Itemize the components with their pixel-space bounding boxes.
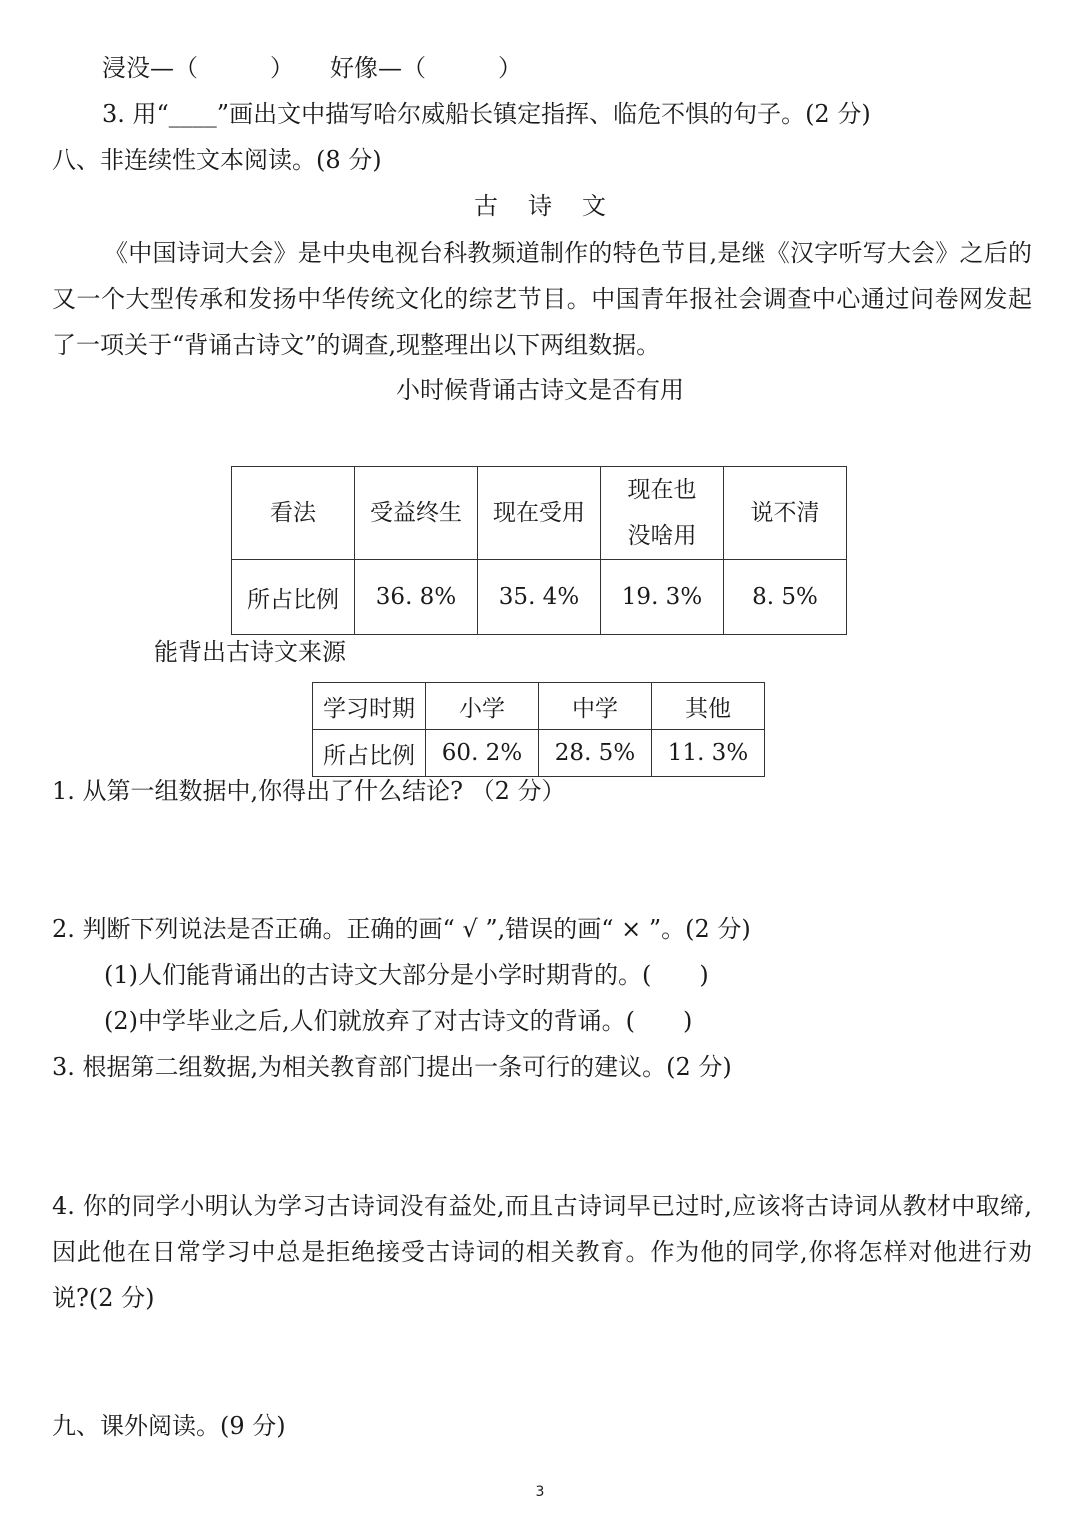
question-2-item-2: (2)中学毕业之后,人们就放弃了对古诗文的背诵。( ) [104, 1007, 693, 1035]
section-9-heading: 九、课外阅读。(9 分) [52, 1412, 286, 1440]
table-1-value-cell: 35. 4% [478, 560, 601, 635]
table-2-value-cell: 60. 2% [426, 730, 539, 777]
table-2-header-cell: 其他 [652, 683, 765, 730]
question-2-item-1: (1)人们能背诵出的古诗文大部分是小学时期背的。( ) [104, 961, 709, 989]
table-2-value-cell: 28. 5% [539, 730, 652, 777]
table-1-value-cell: 19. 3% [601, 560, 724, 635]
table-2-row-label: 所占比例 [313, 730, 426, 777]
question-3-prefix: 3. 用“ [102, 100, 169, 128]
section-8-heading: 八、非连续性文本阅读。(8 分) [52, 146, 382, 174]
table-1-value-cell: 8. 5% [724, 560, 847, 635]
table-1-header-cell: 看法 [232, 467, 355, 560]
passage-title: 古诗文 [474, 192, 636, 220]
word-pairs-line: 浸没—（ ） 好像—（ ） [102, 54, 522, 82]
table-1-value-cell: 36. 8% [355, 560, 478, 635]
table-2-caption: 能背出古诗文来源 [154, 638, 346, 666]
intro-paragraph: 《中国诗词大会》是中央电视台科教频道制作的特色节目,是继《汉字听写大会》之后的又一个大型传承和发扬中华传统文化的综艺节目。中国青年报社会调查中心通过问卷网发起了一项关于“背诵古诗文”的调查,现整理出以下两组数据。 [52, 239, 1032, 359]
question-4: 4. 你的同学小明认为学习古诗词没有益处,而且古诗词早已过时,应该将古诗词从教材中取缔,因此他在日常学习中总是拒绝接受古诗词的相关教育。作为他的同学,你将怎样对他进行劝说?(2 分) [52, 1192, 1032, 1312]
table-2-header-cell: 小学 [426, 683, 539, 730]
table-1-header-cell: 现在也没啥用 [601, 467, 724, 560]
table-1-row-label: 所占比例 [232, 560, 355, 635]
table-1-header-cell: 现在受用 [478, 467, 601, 560]
source-table [312, 682, 765, 777]
table-2-header-cell: 学习时期 [313, 683, 426, 730]
table-1-header-cell: 说不清 [724, 467, 847, 560]
opinion-table [231, 466, 847, 635]
question-3-suffix: ”画出文中描写哈尔威船长镇定指挥、临危不惧的句子。(2 分) [216, 100, 871, 128]
question-3-underline [102, 98, 871, 130]
question-1: 1. 从第一组数据中,你得出了什么结论? （2 分） [52, 777, 566, 805]
table-2-header-cell: 中学 [539, 683, 652, 730]
page-number: 3 [535, 1484, 545, 1500]
question-2: 2. 判断下列说法是否正确。正确的画“ √ ”,错误的画“ × ”。(2 分) [52, 915, 751, 943]
table-1-caption: 小时候背诵古诗文是否有用 [396, 376, 684, 404]
table-1-header-cell: 受益终生 [355, 467, 478, 560]
underline-blank: ____ [168, 100, 217, 128]
table-2-value-cell: 11. 3% [652, 730, 765, 777]
question-3: 3. 根据第二组数据,为相关教育部门提出一条可行的建议。(2 分) [52, 1053, 732, 1081]
